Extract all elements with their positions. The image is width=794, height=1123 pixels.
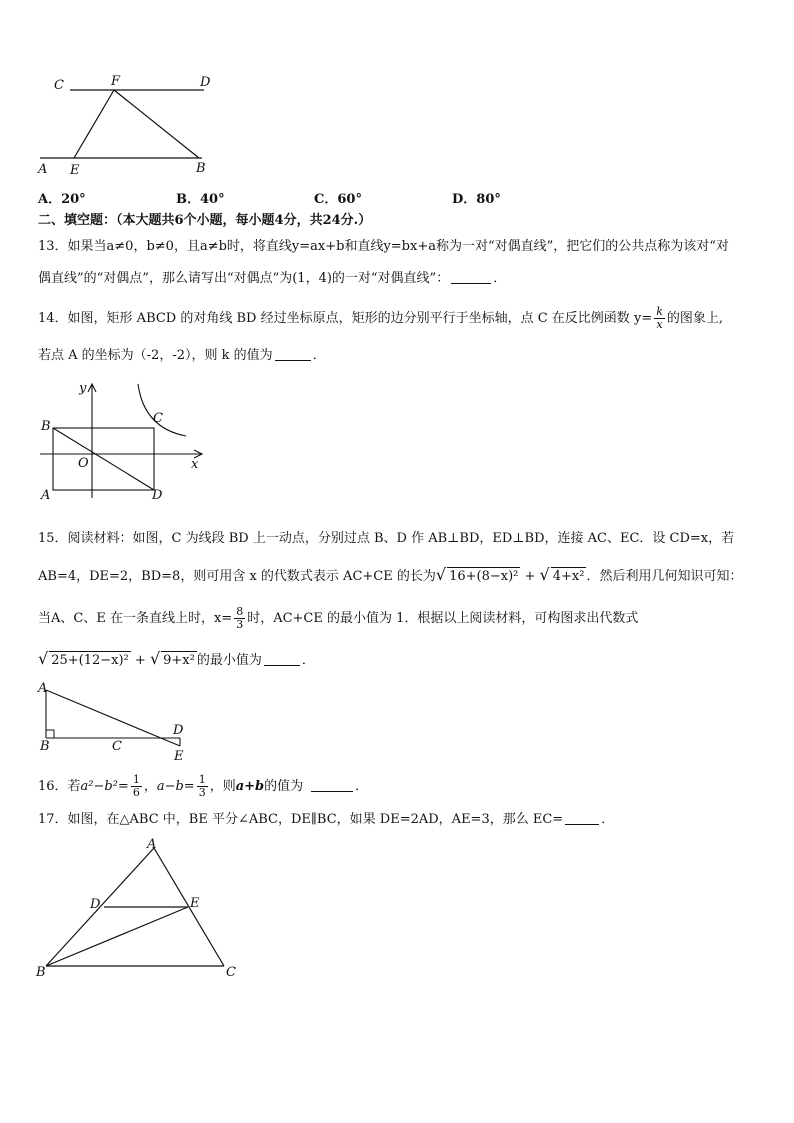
q13-line2-text: 偶直线”的“对偶点”，那么请写出“对偶点”为(1，4)的一对“对偶直线”：: [38, 271, 450, 286]
q16-text-b: ，: [143, 779, 157, 794]
q16-f2-den: 3: [198, 786, 206, 799]
q16-text-d: 的值为: [264, 779, 304, 794]
q14-line2-text: 若点 A 的坐标为（-2，-2），则 k 的值为: [38, 348, 273, 363]
fig15-label-b: B: [40, 739, 50, 754]
q14-line1-a: 14．如图，矩形 ABCD 的对角线 BD 经过坐标原点，矩形的边分别平行于坐标轴，点 C 在反比例函数 y=: [38, 311, 653, 326]
q15-expr2-a: 25+(12−x)²: [51, 653, 129, 668]
q13-line1: 13．如果当a≠0，b≠0，且a≠b时，将直线y=ax+b和直线y=bx+a称为一对“对偶直线”，把它们的公共点称为该对“对: [38, 239, 729, 254]
q15-line4: √ 25+(12−x)² + √ 9+x² 的最小值为 ．: [38, 649, 315, 668]
q17-end: ．: [601, 812, 615, 827]
q17-answer-blank[interactable]: [565, 812, 599, 825]
fig14-label-b: B: [41, 419, 51, 434]
q15-fraction: [234, 606, 245, 631]
option-c: C．60°: [314, 192, 362, 207]
q16-fraction-1: [131, 774, 142, 799]
q15-end: ．: [301, 653, 315, 668]
fig17-label-c: C: [226, 965, 236, 980]
q14-line2: [38, 347, 326, 365]
q16-fraction-2: [197, 774, 208, 799]
option-b: B．40°: [176, 192, 225, 207]
fig17-label-d: D: [90, 897, 101, 912]
fig17-label-b: B: [36, 965, 46, 980]
q15-expr1-a: 16+(8−x)²: [449, 569, 519, 584]
q15-line4-text: 的最小值为: [196, 653, 262, 668]
q14-frac-num: k: [656, 305, 663, 318]
fig12-label-e: E: [70, 163, 80, 178]
fig14-label-d: D: [152, 488, 163, 503]
q15-expr1-b: 4+x²: [552, 569, 585, 584]
fig15-label-d: D: [173, 723, 184, 738]
q16-text-a: 16．若: [38, 779, 81, 794]
fig15-label-e: E: [174, 749, 184, 764]
fig14-label-x: x: [191, 457, 199, 472]
q16-expr-c: a+b: [235, 779, 265, 794]
q16-f1-den: 6: [132, 786, 140, 799]
fig14-label-a: A: [41, 488, 51, 503]
q17-figure: [34, 836, 244, 982]
q14-answer-blank[interactable]: [275, 348, 311, 361]
section-title: 二、填空题：（本大题共6个小题，每小题4分，共24分.）: [38, 213, 372, 228]
q16-end: ．: [355, 779, 369, 794]
q12-figure: [34, 72, 224, 180]
q14-fraction: [654, 306, 665, 331]
fig15-label-c: C: [112, 739, 122, 754]
q13-answer-blank[interactable]: [451, 271, 491, 284]
fig15-label-a: A: [38, 681, 48, 696]
q15-line2-b: ．然后利用几何知识可知：: [586, 569, 743, 584]
fig12-label-a: A: [38, 162, 48, 177]
q16-line: [38, 774, 368, 799]
fig14-label-o: O: [78, 456, 89, 471]
q16-expr-a: a²−b²=: [80, 779, 129, 794]
q14-line1-b: 的图象上,: [666, 311, 723, 326]
q16-answer-blank[interactable]: [311, 779, 353, 792]
q14-frac-den: x: [656, 318, 663, 331]
fig12-label-f: F: [111, 74, 121, 89]
q14-figure: [34, 378, 210, 504]
q14-end: ．: [312, 348, 326, 363]
fig17-label-a: A: [147, 837, 157, 852]
fig12-label-b: B: [196, 161, 206, 176]
q16-f1-num: 1: [132, 773, 140, 786]
option-a: A．20°: [38, 192, 86, 207]
q15-line2-a: AB=4，DE=2，BD=8，则可用含 x 的代数式表示 AC+CE 的长为: [38, 569, 436, 584]
option-d: D．80°: [452, 192, 501, 207]
q16-f2-num: 1: [198, 773, 206, 786]
q13-end: ．: [493, 271, 507, 286]
fig12-label-d: D: [200, 75, 211, 90]
q15-answer-blank[interactable]: [264, 653, 300, 666]
q15-frac-num: 8: [236, 605, 244, 618]
q15-expr2-b: 9+x²: [163, 653, 195, 668]
q15-figure: [34, 678, 186, 764]
q15-line1: 15．阅读材料：如图，C 为线段 BD 上一动点，分别过点 B、D 作 AB⊥BD，ED⊥BD，连接 AC、EC．设 CD=x，若: [38, 531, 735, 546]
q15-line3: [38, 606, 638, 631]
q16-text-c: ，则: [209, 779, 236, 794]
q15-line3-b: 时，AC+CE 的最小值为 1．根据以上阅读材料，可构图求出代数式: [247, 611, 639, 626]
fig17-label-e: E: [190, 896, 200, 911]
fig12-label-c: C: [54, 78, 64, 93]
q14-line1: [38, 306, 723, 331]
fig14-label-c: C: [153, 411, 163, 426]
q13-line2: [38, 270, 506, 288]
q15-line3-a: 当A、C、E 在一条直线上时，x=: [38, 611, 233, 626]
q15-line2: AB=4，DE=2，BD=8，则可用含 x 的代数式表示 AC+CE 的长为√ 16+(8−x)² + √ 4+x² ．然后利用几何知识可知：: [38, 565, 743, 584]
q17-line: [38, 811, 614, 829]
q17-text: 17．如图，在△ABC 中，BE 平分∠ABC，DE∥BC，如果 DE=2AD，AE=3，那么 EC=: [38, 812, 564, 827]
q16-expr-b: a−b=: [156, 779, 195, 794]
q15-frac-den: 3: [236, 618, 244, 631]
fig14-label-y: y: [79, 381, 87, 396]
